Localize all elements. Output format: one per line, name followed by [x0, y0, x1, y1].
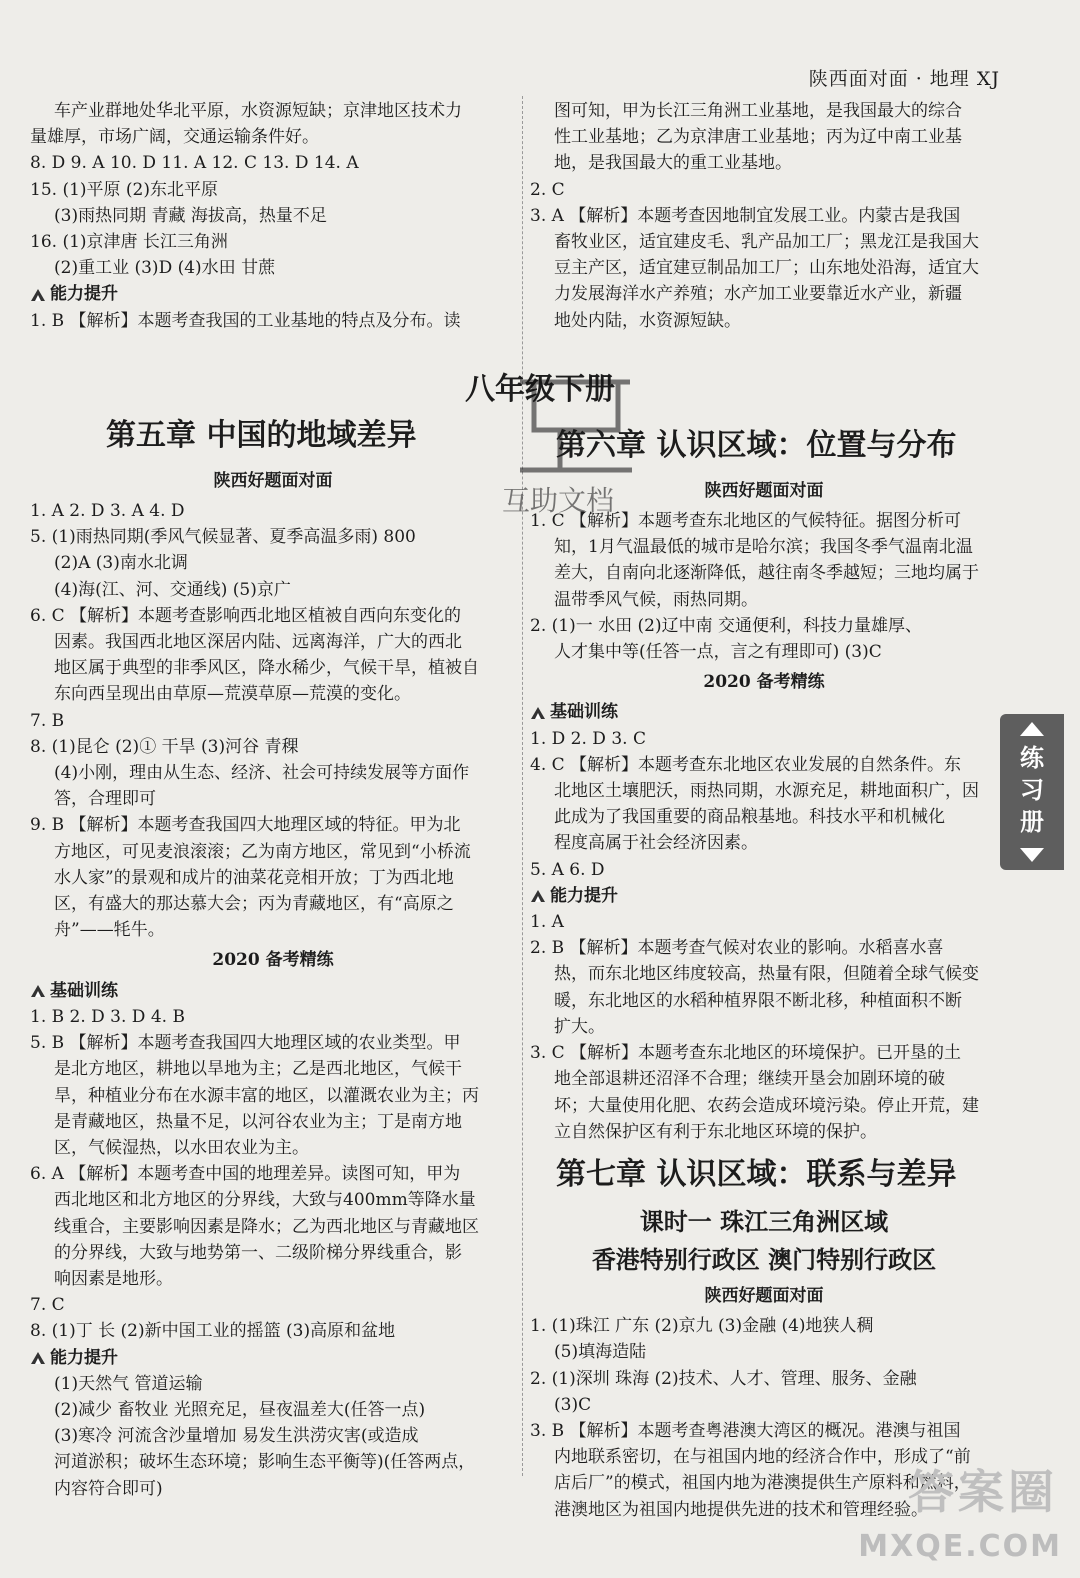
triangle-icon	[30, 984, 46, 998]
subsection-title: 2020 备考精练	[212, 950, 334, 971]
text-line: 2. (1)一 水田 (2)辽中南 交通便利，科技力量雄厚、	[530, 615, 922, 636]
side-tab-label	[1000, 742, 1064, 838]
chapter-title: 第六章 认识区域：位置与分布	[556, 427, 957, 463]
text-line: 1. A	[530, 912, 564, 933]
text-line: 6. A 【解析】本题考查中国的地理差异。读图可知，甲为	[30, 1164, 461, 1185]
text-line: 地，是我国最大的重工业基地。	[554, 153, 792, 174]
text-line: 热，而东北地区纬度较高，热量有限，但随着全球气候变	[554, 964, 979, 985]
text-line: 温带季风气候，雨热同期。	[554, 589, 758, 610]
text-line: 程度高属于社会经济因素。	[554, 833, 758, 854]
section-ability	[30, 1345, 516, 1371]
text-line: (3)雨热同期 青藏 海拔高，热量不足	[54, 205, 327, 226]
section-basic	[30, 978, 516, 1004]
text-line: 响因素是地形。	[54, 1268, 173, 1289]
text-line: 3. C 【解析】本题考查东北地区的环境保护。已开垦的土	[530, 1043, 962, 1064]
text-line: 1. B 2. D 3. D 4. B	[30, 1006, 185, 1027]
side-tab-char: 练	[1020, 743, 1044, 772]
text-line: 4. C 【解析】本题考查东北地区农业发展的自然条件。东	[530, 754, 962, 775]
text-line: 河道淤积；破坏生态环境；影响生态平衡等)(任答两点，	[54, 1452, 476, 1473]
text-line: 此成为了我国重要的商品粮基地。科技水平和机械化	[554, 807, 945, 828]
text-line: (4)海(江、河、交通线) (5)京广	[54, 579, 291, 600]
side-tab-exercise-book[interactable]	[1000, 714, 1064, 870]
triangle-icon	[530, 706, 546, 720]
text-line: (3)寒冷 河流含沙量增加 易发生洪涝灾害(或造成	[54, 1426, 419, 1447]
text-line: 1. A 2. D 3. A 4. D	[30, 501, 185, 522]
text-line: 1. D 2. D 3. C	[530, 728, 646, 749]
text-line: 地处内陆，水资源短缺。	[554, 310, 741, 331]
text-line: 5. (1)雨热同期(季风气候显著、夏季高温多雨) 800	[30, 527, 416, 548]
text-line: 2. B 【解析】本题考查气候对农业的影响。水稻喜水喜	[530, 938, 944, 959]
text-line: 的分界线，大致与地势第一、二级阶梯分界线重合，影	[54, 1242, 462, 1263]
text-line: 3. A 【解析】本题考查因地制宜发展工业。内蒙古是我国	[530, 205, 961, 226]
text-line: 2. (1)深圳 珠海 (2)技术、人才、管理、服务、金融	[530, 1368, 917, 1389]
text-line: 豆主产区，适宜建豆制品加工厂；山东地处沿海，适宜大	[554, 258, 979, 279]
text-line: (2)减少 畜牧业 光照充足，昼夜温差大(任答一点)	[54, 1399, 426, 1420]
text-line: (5)填海造陆	[554, 1342, 647, 1363]
text-line: 内容符合即可)	[54, 1478, 163, 1499]
text-line: 北地区土壤肥沃，雨热同期，水源充足，耕地面积广，因	[554, 781, 979, 802]
text-line: 线重合，主要影响因素是降水；乙为西北地区与青藏地区	[54, 1216, 479, 1237]
text-line: (4)小刚，理由从生态、经济、社会可持续发展等方面作	[54, 763, 470, 784]
left-column	[30, 98, 516, 1502]
chevron-up-icon	[1020, 722, 1044, 736]
grade-title: 八年级下册	[465, 372, 615, 407]
right-column	[530, 98, 998, 1523]
text-line: 量雄厚，市场广阔，交通运输条件好。	[30, 127, 319, 148]
text-line: 人才集中等(任答一点，言之有理即可) (3)C	[554, 642, 882, 663]
section-label: 基础训练	[550, 702, 618, 723]
text-line: 答，合理即可	[54, 789, 156, 810]
lesson-title: 香港特别行政区 澳门特别行政区	[591, 1244, 937, 1274]
text-line: 5. B 【解析】本题考查我国四大地理区域的农业类型。甲	[30, 1033, 461, 1054]
text-line: 知，1月气温最低的城市是哈尔滨；我国冬季气温南北温	[554, 537, 973, 558]
triangle-icon	[30, 288, 46, 302]
text-line: 立自然保护区有利于东北地区环境的保护。	[554, 1121, 877, 1142]
text-line: 店后厂”的模式，祖国内地为港澳提供生产原料和燃料，	[554, 1473, 971, 1494]
text-line: 水人家”的景观和成片的油菜花竞相开放；丁为西北地	[54, 867, 454, 888]
section-label: 能力提升	[50, 1347, 118, 1368]
subsection-title: 陕西好题面对面	[213, 470, 333, 491]
text-line: 是北方地区，耕地以旱地为主；乙是西北地区，气候干	[54, 1059, 462, 1080]
watermark-logo: 答案圈	[908, 1465, 1058, 1519]
text-line: (2)重工业 (3)D (4)水田 甘蔗	[54, 258, 276, 279]
text-line: 2. C	[530, 179, 565, 200]
text-line: (3)C	[554, 1394, 592, 1415]
text-line: 地区属于典型的非季风区，降水稀少，气候干旱，植被自	[54, 658, 479, 679]
section-label: 能力提升	[50, 284, 118, 305]
text-line: 车产业群地处华北平原，水资源短缺；京津地区技术力	[54, 101, 462, 121]
text-line: 方地区，可见麦浪滚滚；乙为南方地区，常见到“小桥流	[54, 841, 471, 862]
text-line: (1)天然气 管道运输	[54, 1373, 203, 1394]
text-line: 性工业基地；乙为京津唐工业基地；丙为辽中南工业基	[554, 127, 962, 148]
section-label: 能力提升	[550, 885, 618, 906]
text-line: 港澳地区为祖国内地提供先进的技术和管理经验。	[554, 1499, 928, 1520]
text-line: 地全部退耕还沼泽不合理；继续开垦会加剧环境的破	[554, 1069, 945, 1090]
text-line: 因素。我国西北地区深居内陆、远离海洋，广大的西北	[54, 632, 462, 653]
text-line: (2)A (3)南水北调	[54, 553, 188, 574]
text-line: 1. C 【解析】本题考查东北地区的气候特征。据图分析可	[530, 511, 962, 532]
text-line: 力发展海洋水产养殖；水产加工业要靠近水产业，新疆	[554, 284, 962, 305]
text-line: 畜牧业区，适宜建皮毛、乳产品加工厂；黑龙江是我国大	[554, 232, 979, 253]
text-line: 旱，种植业分布在水源丰富的地区，以灌溉农业为主；丙	[54, 1085, 479, 1106]
text-line: 区，有盛大的那达慕大会；丙为青藏地区，有“高原之	[54, 894, 454, 915]
text-line: 1. B 【解析】本题考查我国的工业基地的特点及分布。读	[30, 310, 461, 331]
text-line: 东向西呈现出由草原—荒漠草原—荒漠的变化。	[54, 684, 411, 705]
text-line: 差大，自南向北逐渐降低，越往南冬季越短；三地均属于	[554, 563, 979, 584]
text-line: 舟”——牦牛。	[54, 920, 165, 941]
text-line: 暖，东北地区的水稻种植界限不断北移，种植面积不断	[554, 990, 962, 1011]
watermark-url: MXQE.COM	[858, 1529, 1062, 1564]
text-line: 扩大。	[554, 1016, 605, 1037]
text-line: 内地联系密切，在与祖国内地的经济合作中，形成了“前	[554, 1447, 971, 1468]
side-tab-char: 习	[1020, 775, 1044, 804]
text-line: 5. A 6. D	[530, 859, 605, 880]
chapter-title: 第五章 中国的地域差异	[106, 417, 417, 453]
section-ability	[30, 281, 516, 307]
text-line: 图可知，甲为长江三角洲工业基地，是我国最大的综合	[554, 101, 962, 121]
text-line: 8. (1)昆仑 (2)① 干旱 (3)河谷 青稞	[30, 736, 299, 757]
text-line: 3. B 【解析】本题考查粤港澳大湾区的概况。港澳与祖国	[530, 1420, 961, 1441]
running-header: 陕西面对面 · 地理 XJ	[808, 68, 1000, 90]
chapter-title: 第七章 认识区域：联系与差异	[556, 1156, 957, 1192]
text-line: 7. C	[30, 1295, 65, 1316]
chevron-down-icon	[1020, 848, 1044, 862]
subsection-title: 陕西好题面对面	[704, 480, 824, 501]
text-line: 9. B 【解析】本题考查我国四大地理区域的特征。甲为北	[30, 815, 461, 836]
text-line: 16. (1)京津唐 长江三角洲	[30, 232, 228, 253]
text-line: 15. (1)平原 (2)东北平原	[30, 179, 219, 200]
triangle-icon	[530, 889, 546, 903]
triangle-icon	[30, 1351, 46, 1365]
text-line: 6. C 【解析】本题考查影响西北地区植被自西向东变化的	[30, 605, 462, 626]
subsection-title: 陕西好题面对面	[704, 1285, 824, 1306]
text-line: 8. (1)丁 长 (2)新中国工业的摇篮 (3)高原和盆地	[30, 1321, 396, 1342]
text-line: 1. (1)珠江 广东 (2)京九 (3)金融 (4)地狭人稠	[530, 1316, 874, 1337]
text-line: 西北地区和北方地区的分界线，大致与400mm等降水量	[54, 1190, 476, 1211]
section-basic	[530, 699, 998, 725]
stamp-text: 互助文档	[502, 484, 615, 517]
text-line: 坏；大量使用化肥、农药会造成环境污染。停止开荒，建	[554, 1095, 979, 1116]
column-divider	[522, 96, 523, 1476]
text-line: 是青藏地区，热量不足，以河谷农业为主；丁是南方地	[54, 1111, 462, 1132]
text-line: 7. B	[30, 710, 65, 731]
text-line: 区，气候湿热，以水田农业为主。	[54, 1137, 309, 1158]
text-line: 8. D 9. A 10. D 11. A 12. C 13. D 14. A	[30, 153, 359, 174]
subsection-title: 2020 备考精练	[703, 672, 825, 693]
lesson-title: 课时一 珠江三角洲区域	[639, 1206, 889, 1236]
section-label: 基础训练	[50, 980, 118, 1001]
section-ability	[530, 883, 998, 909]
side-tab-char: 册	[1020, 807, 1044, 836]
